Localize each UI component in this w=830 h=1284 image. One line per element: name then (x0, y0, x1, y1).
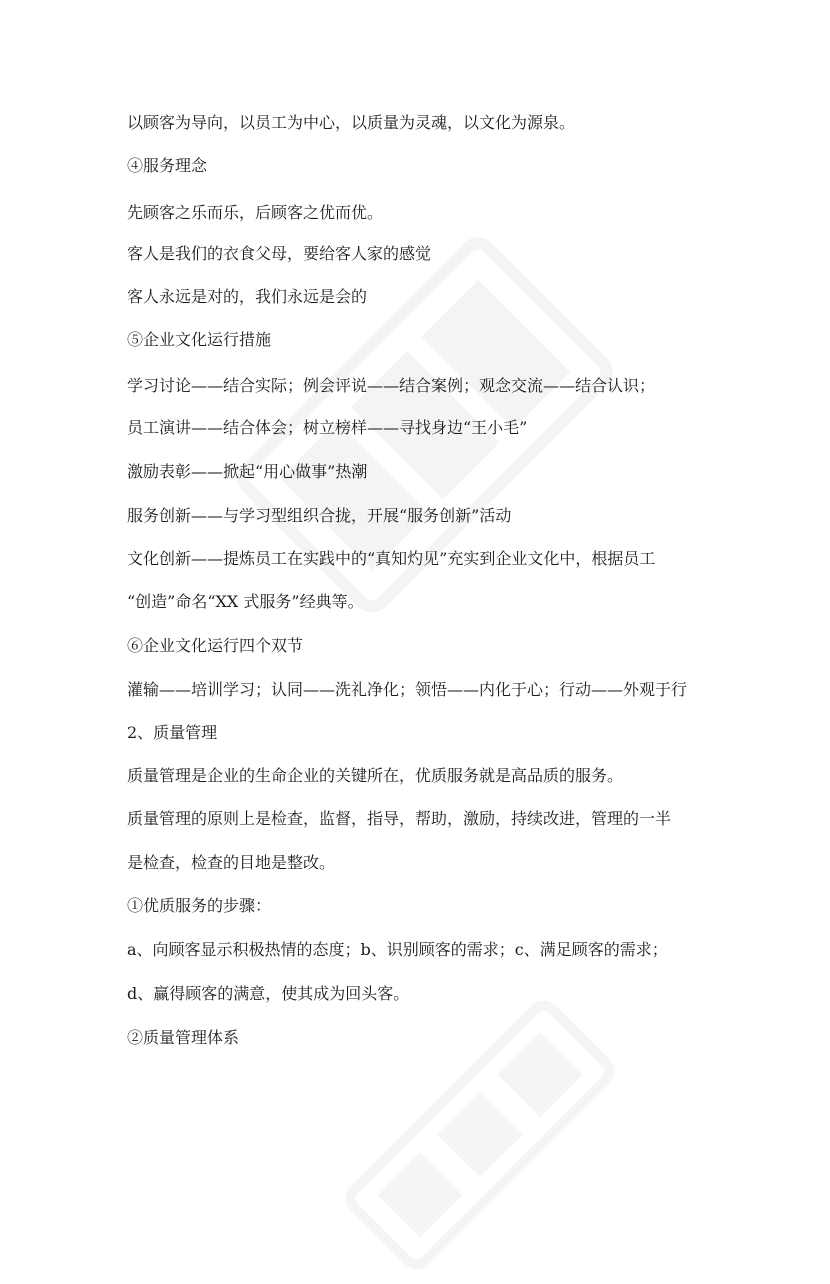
section-heading: ⑥企业文化运行四个双节 (127, 636, 304, 655)
text-line: 员工演讲——结合体会；树立榜样——寻找身边“王小毛” (127, 418, 528, 437)
text-line: 以顾客为导向，以员工为中心，以质量为灵魂，以文化为源泉。 (127, 113, 576, 132)
text-line: 灌输——培训学习；认同——洗礼净化；领悟——内化于心；行动——外观于行 (127, 680, 688, 699)
section-heading: ④服务理念 (127, 156, 208, 175)
text-line: 文化创新——提炼员工在实践中的“真知灼见”充实到企业文化中，根据员工 (127, 549, 656, 568)
text-line: “创造”命名“XX 式服务”经典等。 (127, 592, 364, 611)
text-line: a、向顾客显示积极热情的态度；b、识别顾客的需求；c、满足顾客的需求； (127, 940, 668, 959)
text-line: d、赢得顾客的满意，使其成为回头客。 (127, 984, 410, 1003)
text-line: 先顾客之乐而乐，后顾客之优而优。 (127, 203, 384, 222)
section-heading: ②质量管理体系 (127, 1028, 240, 1047)
text-line: 学习讨论——结合实际；例会评说——结合案例；观念交流——结合认识； (127, 376, 656, 395)
text-line: 质量管理是企业的生命企业的关键所在，优质服务就是高品质的服务。 (127, 766, 624, 785)
text-line: 激励表彰——掀起“用心做事”热潮 (127, 462, 368, 481)
section-heading: 2、质量管理 (127, 723, 218, 742)
text-line: 客人永远是对的，我们永远是会的 (127, 287, 368, 306)
text-line: 服务创新——与学习型组织合拢，开展“服务创新”活动 (127, 506, 512, 525)
text-line: 是检查，检查的目地是整改。 (127, 853, 336, 872)
watermark-logo-lower (332, 987, 629, 1284)
text-line: 客人是我们的衣食父母，要给客人家的感觉 (127, 244, 432, 263)
text-line: 质量管理的原则上是检查，监督，指导，帮助，激励，持续改进，管理的一半 (127, 809, 672, 828)
section-heading: ⑤企业文化运行措施 (127, 330, 272, 349)
section-heading: ①优质服务的步骤： (127, 896, 272, 915)
